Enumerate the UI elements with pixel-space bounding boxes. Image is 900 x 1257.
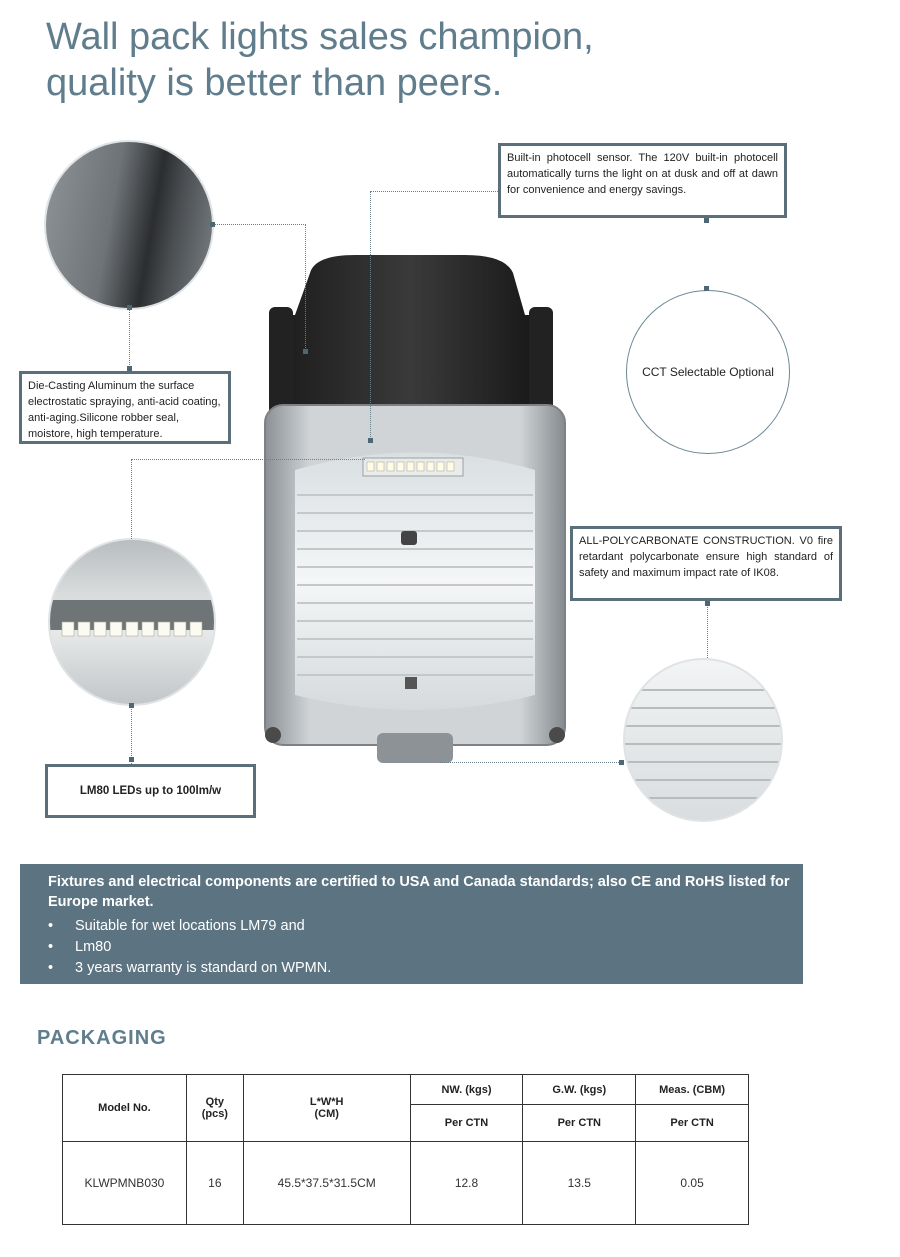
packaging-table [62, 1074, 749, 1225]
header-lwh: L*W*H (CM) [243, 1075, 410, 1142]
headline-line-1: Wall pack lights sales champion, [46, 16, 594, 58]
cell-nw: 12.8 [410, 1142, 523, 1225]
connector-node [619, 760, 624, 765]
cell-model: KLWPMNB030 [63, 1142, 187, 1225]
header-qty: Qty (pcs) [186, 1075, 243, 1142]
bullet-glyph: • [48, 918, 54, 934]
photocell-callout [498, 143, 787, 218]
aluminum-texture-circle [44, 140, 214, 310]
polycarbonate-text: V0 fire retardant polycarbonate ensure high standard of safety and maximum impact rate of IK08. [579, 535, 833, 579]
packaging-title: PACKAGING [37, 1027, 167, 1049]
wall-pack-light-image [255, 255, 575, 770]
cell-meas: 0.05 [636, 1142, 749, 1225]
header-gw: G.W. (kgs) [523, 1075, 636, 1105]
cct-label: CCT Selectable Optional [642, 365, 774, 379]
lm80-text: LM80 LEDs up to 100lm/w [79, 785, 222, 797]
led-closeup-icon [50, 540, 216, 706]
die-casting-callout [19, 371, 231, 444]
cct-ring [626, 290, 790, 454]
connector-node [127, 305, 132, 310]
connector-line [440, 762, 623, 763]
photocell-text: Built-in photocell sensor. The 120V built-in photocell automatically turns the light on at dusk and off at dawn for convenience and energy savings. [507, 152, 778, 196]
connector-line [305, 224, 306, 352]
led-closeup-circle [48, 538, 216, 706]
connector-line [370, 191, 498, 192]
header-meas: Meas. (CBM) [636, 1075, 749, 1105]
cell-lwh: 45.5*37.5*31.5CM [243, 1142, 410, 1225]
connector-line [707, 601, 708, 658]
header-model: Model No. [63, 1075, 187, 1142]
bullet-glyph: • [48, 939, 54, 955]
die-casting-text: Die-Casting Aluminum the surface electrostatic spraying, anti-acid coating, anti-aging.Silicone robber seal, moistore, high temperature. [28, 380, 221, 440]
connector-node [705, 601, 710, 606]
polycarbonate-title: ALL-POLYCARBONATE CONSTRUCTION. [579, 535, 795, 547]
certification-list [48, 916, 791, 979]
table-row [63, 1142, 749, 1225]
bullet-text: Lm80 [75, 939, 112, 955]
header-per-ctn: Per CTN [523, 1105, 636, 1142]
polycarbonate-callout [570, 526, 842, 601]
headline-line-2: quality is better than peers. [46, 62, 503, 104]
connector-node [129, 757, 134, 762]
certification-heading: Fixtures and electrical components are certified to USA and Canada standards; also CE and RoHS listed for Europe market. [48, 874, 790, 910]
connector-line [131, 459, 365, 460]
header-per-ctn: Per CTN [636, 1105, 749, 1142]
list-item [48, 916, 791, 937]
lm80-callout [45, 764, 256, 818]
connector-line [131, 459, 132, 539]
connector-node [368, 438, 373, 443]
bullet-glyph: • [48, 960, 54, 976]
list-item [48, 937, 791, 958]
header-nw: NW. (kgs) [410, 1075, 523, 1105]
connector-node [127, 366, 132, 371]
connector-node [210, 222, 215, 227]
list-item [48, 958, 791, 979]
connector-node [704, 218, 709, 223]
cell-gw: 13.5 [523, 1142, 636, 1225]
connector-line [129, 308, 130, 371]
connector-line [213, 224, 306, 225]
connector-node [704, 286, 709, 291]
connector-node [303, 349, 308, 354]
lens-ribs-icon [625, 660, 783, 822]
connector-line [370, 191, 371, 441]
certification-banner [20, 864, 803, 984]
lens-closeup-circle [623, 658, 783, 822]
cell-qty: 16 [186, 1142, 243, 1225]
header-per-ctn: Per CTN [410, 1105, 523, 1142]
bullet-text: 3 years warranty is standard on WPMN. [75, 960, 332, 976]
connector-node [129, 703, 134, 708]
bullet-text: Suitable for wet locations LM79 and [75, 918, 305, 934]
page-headline [46, 14, 666, 106]
connector-line [131, 704, 132, 764]
